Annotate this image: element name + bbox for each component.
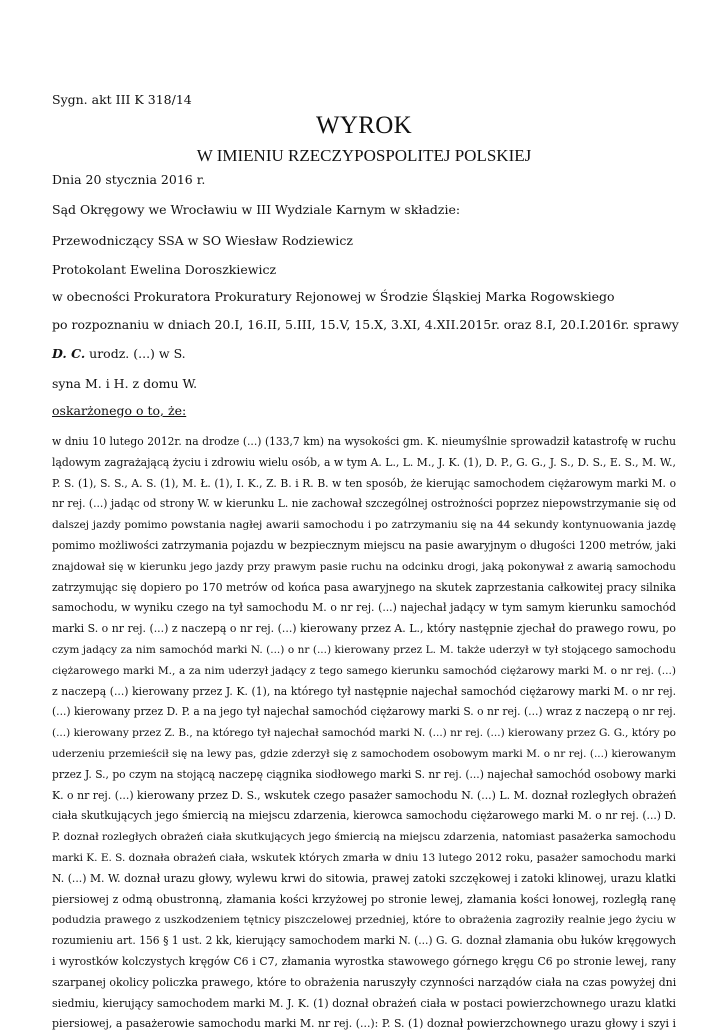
charge-line: ciężarowego marki M., a za nim uderzył jadący z tego samego kierunku samochód ciężarowy marki M. o nr rej. (...)	[52, 664, 676, 677]
charge-line: z naczepą (...) kierowany przez J. K. (1), na którego tył następnie najechał samochód ciężarowy marki M. o nr rej.	[52, 684, 676, 698]
document-page	[52, 0, 679, 1031]
case-signature: Sygn. akt III K 318/14	[52, 92, 192, 107]
page-title: WYROK	[316, 112, 412, 139]
defendant-birth: urodz. (...) w S.	[85, 346, 186, 361]
charge-line: P. S. (1), S. S., A. S. (1), M. Ł. (1), I. K., Z. B. i R. B. w ten sposób, że kierując samochodem ciężarowym marki M. o	[52, 476, 676, 490]
charge-line: siedmiu, kierujący samochodem marki M. J. K. (1) doznał obrażeń ciała w postaci powierzchownego urazu klatki	[52, 996, 676, 1010]
accused-heading: oskarżonego o to, że:	[52, 403, 187, 418]
charge-line: podudzia prawego z uszkodzeniem tętnicy piszczelowej przedniej, które to obrażenia zagroziły realnie jego życiu w	[52, 914, 676, 927]
charge-line: K. o nr rej. (...) kierowany przez D. S., wskutek czego pasażer samochodu N. (...) L. M. doznał rozległych obrażeń	[52, 788, 677, 802]
charge-line: rozumieniu art. 156 § 1 ust. 2 kk, kierujący samochodem marki N. (...) G. G. doznał złamania obu łuków kręgowych	[52, 934, 676, 948]
charge-line: ciała skutkujących jego śmiercią na miejscu zdarzenia, kierowca samochodu ciężarowego marki M. o nr rej. (...) D.	[52, 809, 676, 823]
defendant-line	[52, 346, 186, 361]
charge-line: samochodu, w wyniku czego na tył samochodu M. o nr rej. (...) najechał jadący w tym samym kierunku samochód	[52, 601, 676, 615]
prosecutor-presence: w obecności Prokuratora Prokuratury Rejonowej w Środzie Śląskiej Marka Rogowskiego	[52, 289, 615, 304]
charge-line: piersiowej, a pasażerowie samochodu marki M. nr rej. (...): P. S. (1) doznał powierzchownego urazu głowy i szyi i	[52, 1017, 676, 1031]
charge-line: i wyrostków kolczystych kręgów C6 i C7, złamania wyrostka stawowego górnego kręgu C6 po stronie lewej, rany	[52, 954, 676, 968]
charge-line: dalszej jazdy pomimo powstania nagłej awarii samochodu i po zatrzymaniu się na 44 sekundy kontynuowania jazdę	[52, 519, 676, 532]
defendant-parents: syna M. i H. z domu W.	[52, 376, 198, 391]
charge-line: (...) kierowany przez D. P. a na jego tył najechał samochód ciężarowy marki S. o nr rej. (...) wraz z naczepą o nr rej.	[52, 705, 676, 719]
charge-line: uderzeniu przemieścił się na lewy pas, gdzie zderzył się z samochodem osobowym marki M. o nr rej. (...) kierowanym	[52, 747, 676, 760]
charge-line: zatrzymując się dopiero po 170 metrów od końca pasa awaryjnego na skutek zaprzestania całkowitej pracy silnika	[52, 580, 676, 594]
defendant-name: D. C.	[52, 346, 86, 361]
charge-line: P. doznał rozległych obrażeń ciała skutkujących jego śmiercią na miejscu zdarzenia, natomiast pasażerka samochodu	[52, 831, 676, 844]
hearing-dates: po rozpoznaniu w dniach 20.I, 16.II, 5.III, 15.V, 15.X, 3.XI, 4.XII.2015r. oraz 8.I, 20.I.2016r. sprawy	[52, 317, 679, 332]
charge-line: szarpanej okolicy policzka prawego, które to obrażenia naruszyły czynności narządów ciała na czas powyżej dni	[52, 975, 677, 989]
page-subtitle: W IMIENIU RZECZYPOSPOLITEJ POLSKIEJ	[196, 146, 532, 165]
court-composition: Sąd Okręgowy we Wrocławiu w III Wydziale Karnym w składzie:	[52, 202, 461, 217]
charge-line: marki K. E. S. doznała obrażeń ciała, wskutek których zmarła w dniu 13 lutego 2012 roku, pasażer samochodu marki	[52, 851, 676, 864]
charge-line: N. (...) M. W. doznał urazu głowy, wylewu krwi do sitowia, prawej zatoki szczękowej i zatoki klinowej, urazu klatki	[52, 871, 676, 885]
charge-line: w dniu 10 lutego 2012r. na drodze (...) (133,7 km) na wysokości gm. K. nieumyślnie sprowadził katastrofę w ruchu	[52, 435, 676, 448]
charge-line: piersiowej z odmą obustronną, złamania kości krzyżowej po stronie lewej, złamania kości łonowej, rozległą ranę	[52, 892, 676, 906]
charge-line: (...) kierowany przez Z. B., na którego tył najechał samochód marki N. (...) nr rej. (...) kierowany przez G. G., który po	[52, 727, 676, 740]
court-clerk: Protokolant Ewelina Doroszkiewicz	[52, 262, 277, 277]
charge-paragraph	[52, 432, 676, 1035]
charge-line: pomimo możliwości zatrzymania pojazdu w bezpiecznym miejscu na pasie awaryjnym o długości 1200 metrów, jaki	[52, 538, 676, 552]
charge-line: lądowym zagrażającą życiu i zdrowiu wielu osób, a w tym A. L., L. M., J. K. (1), D. P., G. G., J. S., D. S., E. S., M. W.,	[52, 455, 676, 469]
charge-line: znajdował się w kierunku jego jazdy przy prawym pasie ruchu na odcinku drogi, jaką pokonywał z awarią samochodu	[52, 560, 676, 573]
charge-line: czym jadący za nim samochód marki N. (...) o nr (...) kierowany przez L. M. także uderzył w tył stojącego samochodu	[52, 643, 676, 656]
presiding-judge: Przewodniczący SSA w SO Wiesław Rodziewicz	[52, 233, 353, 248]
charge-line: marki S. o nr rej. (...) z naczepą o nr rej. (...) kierowany przez A. L., który następnie zjechał do prawego rowu, po	[52, 622, 676, 636]
charge-line: nr rej. (...) jadąc od strony W. w kierunku L. nie zachował szczególnej ostrożności poprzez niepowstrzymanie się od	[52, 497, 677, 511]
judgment-date: Dnia 20 stycznia 2016 r.	[52, 172, 206, 187]
charge-line: przez J. S., po czym na stojącą naczepę ciągnika siodłowego marki S. nr rej. (...) najechał samochód osobowy marki	[52, 767, 676, 781]
